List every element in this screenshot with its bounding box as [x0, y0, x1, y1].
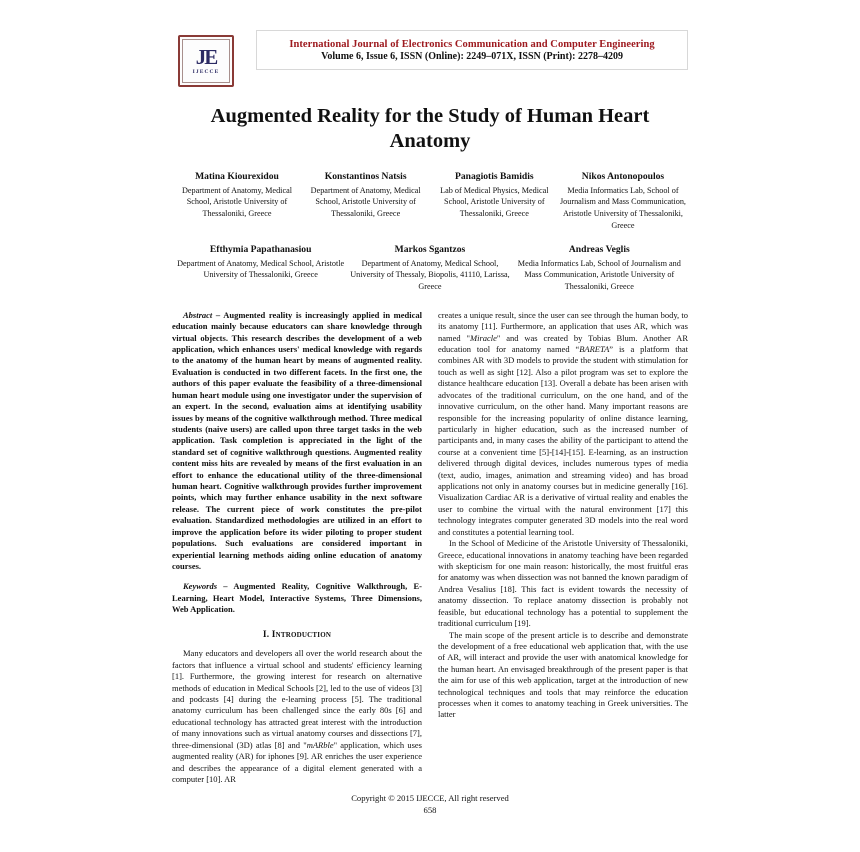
logo-wordmark: IJECCE — [192, 69, 220, 75]
journal-banner — [256, 30, 688, 70]
author-affiliation: Lab of Medical Physics, Medical School, Aristotle University of Thessaloniki, Greece — [440, 185, 549, 218]
section-heading-introduction: I. Introduction — [262, 629, 332, 640]
keywords-dash: – — [217, 581, 234, 592]
author-name: Markos Sgantzos — [394, 244, 466, 256]
author-affiliation: Department of Anatomy, Medical School, University of Thessaly, Biopolis, 41110, Larissa, Greece — [350, 258, 510, 292]
intro-italic-miracle: Miracle — [470, 332, 497, 343]
intro-italic-marble: mARble — [306, 739, 334, 750]
author-affiliation: Department of Anatomy, Medical School, Aristotle University of Thessaloniki, Greece — [310, 185, 421, 218]
intro-paragraph-2: In the School of Medicine of the Aristotle University of Thessaloniki, Greece, educational innovations in anatomy teaching have been regarded with skepticism for one main reason: historically, the most fruitful eras for anatomy was when dissection was not banned the known paradigm of Andrea Vesalius [18]. This fact is evident towards the necessity of anatomy dissection. To replace anatomy dissection is probably not feasible, but educational technology has a potential to supplement the traditional curriculum [19]. — [438, 538, 688, 629]
author-affiliation: Media Informatics Lab, School of Journalism and Mass Communication, Aristotle University of Thessaloniki, Greece — [517, 258, 681, 292]
intro-text-b-right: creates a unique result, since the user can see through the human body, to its anatomy [11]. Furthermore, an application that uses AR, which was named " — [438, 309, 688, 343]
keywords-label: Keywords — [183, 581, 217, 592]
keywords-paragraph — [172, 581, 422, 615]
copyright-line: Copyright © 2015 IJECCE, All right reserved — [351, 793, 509, 803]
column-left — [172, 310, 422, 786]
intro-paragraph-1-part-right — [438, 310, 688, 538]
authors-row-1 — [172, 170, 688, 231]
author-name: Efthymia Papathanasiou — [209, 244, 312, 256]
author-block — [515, 243, 684, 293]
paper-sheet — [172, 30, 688, 830]
journal-volume-line: Volume 6, Issue 6, ISSN (Online): 2249–071X, ISSN (Print): 2278–4209 — [321, 50, 623, 62]
abstract-dash: – — [212, 309, 224, 320]
intro-text-b-left: " application, which uses augmented reality (AR) for iphones [9]. AR enriches the user experience and describes the appearance of a digital element generated with a computer [10]. AR — [172, 739, 422, 784]
author-name: Andreas Veglis — [568, 244, 630, 256]
author-block — [431, 170, 557, 231]
author-block — [345, 243, 514, 293]
author-block — [303, 170, 429, 231]
keywords-text: Augmented Reality, Cognitive Walkthrough, E-Learning, Heart Model, Interactive Systems, Three Dimensions, Web Application. — [172, 581, 422, 615]
page-number: 658 — [423, 805, 437, 816]
author-block — [174, 170, 300, 231]
intro-text-a: Many educators and developers all over the world research about the factors that influence a virtual school and students' efficiency learning [1]. Furthermore, the growing interest for research on alternative methods of education in Medical Schools [2], led to the use of videos [3] and podcasts [4] during the e-learning process [5]. The traditional anatomy curriculum has been challenged since the early 80s [6] and educational technology has attracted great interest with the introduction of many innovations such as virtual anatomy courses and dissections [7], three-dimensional (3D) atlas [8] and " — [172, 648, 422, 750]
author-name: Panagiotis Bamidis — [454, 171, 534, 182]
intro-paragraph-1-part-left — [172, 648, 422, 785]
intro-text-c: " and was created by Tobias Blum. Another AR education tool for anatomy named “ — [438, 332, 688, 354]
intro-text-d: ” is a platform that combines AR with 3D models to provide the student with stimulation for touch as well as sight [12]. Also a pilot program was set to explore the distance healthcare education [13]. Overall a debate has been arisen with advocates of the traditional curriculum, on the one hand, and of the innovative curriculum, on the other hand. Many important reasons are responsible for the increasing popularity of online distance learning, particularly in higher education, such as the increased number of participants and, in many cases the ability of the participant to attend the course at a convenient time [5]-[14]-[15]. E-learning, as an instruction delivered through digital devices, includes numerous types of media (text, audio, images, animation and streaming video) and has broad applications not only in anatomy courses but in medicine generally [16]. Visualization Cardiac AR is a derivative of virtual reality and enables the user to combine the virtual with the natural environment [17] this technology integrates computer generated 3D models into the real word and constitutes a potential learning tool. — [438, 343, 689, 537]
journal-logo-inner — [182, 39, 230, 83]
journal-name: International Journal of Electronics Communication and Computer Engineering — [289, 38, 655, 50]
author-affiliation: Media Informatics Lab, School of Journalism and Mass Communication, Aristotle University of Thessaloniki, Greece — [559, 185, 686, 230]
author-affiliation: Department of Anatomy, Medical School, Aristotle University of Thessaloniki, Greece — [177, 258, 345, 280]
author-block — [176, 243, 345, 293]
masthead — [172, 30, 688, 92]
page-title: Augmented Reality for the Study of Human Heart Anatomy — [210, 105, 650, 152]
author-affiliation: Department of Anatomy, Medical School, Aristotle University of Thessaloniki, Greece — [182, 185, 292, 218]
intro-italic-bareta: BARETA — [579, 343, 610, 354]
column-right — [438, 310, 688, 786]
logo-monogram-icon: JE — [195, 45, 217, 69]
body-columns — [172, 310, 688, 786]
author-name: Matina Kiourexidou — [195, 171, 279, 182]
intro-paragraph-3: The main scope of the present article is to describe and demonstrate the development of a free educational web application that, with the use of AR, will interact and provide the user with anatomical knowledge for the human heart. An envisaged breakthrough of the present paper is that the aim for use of this web application, target at the introduction of new technological techniques and tools that may reinforce the education processes when it comes to anatomy teaching in Greek universities. The latter — [438, 629, 688, 720]
author-name: Nikos Antonopoulos — [581, 171, 665, 182]
abstract-text: Augmented reality is increasingly applied in medical education mainly because educators can share knowledge through virtual objects. This research describes the development of a web application, which enhances users' medical knowledge with regards to the anatomy of the human heart by means of augmented reality. Evaluation is conducted in two different facets. In the first one, the authors of this paper evaluate the feasibility of a three-dimensional human heart module using one investigator under the supervision of an expert. In the second, evaluation aims at identifying usability issues by means of the cognitive walkthrough method. Three medical students (naive users) are called upon three target tasks in the web application. Task completion is appreciated in the light of the standard set of cognitive walkthrough questions. Augmented reality content miss hits are revealed by means of the first evaluation in an effort to enhance the educational utility of the three-dimensional human heart. Cognitive walkthrough provides further improvement points, which may further enhance usability in the next software release. The current piece of work constitutes the pre-pilot evaluation. Standardized methodologies are utilized in an effort to improve the application before its wider piloting to proper student populations. Such evaluations are considered important in experiential learning methods aiding online education of anatomy courses. — [172, 309, 422, 571]
page-footer — [172, 792, 688, 817]
authors-row-2 — [172, 243, 688, 293]
abstract-label: Abstract — [183, 309, 213, 320]
journal-logo — [178, 35, 234, 87]
author-block — [560, 170, 686, 231]
abstract-paragraph — [172, 310, 422, 573]
author-name: Konstantinos Natsis — [324, 171, 407, 182]
